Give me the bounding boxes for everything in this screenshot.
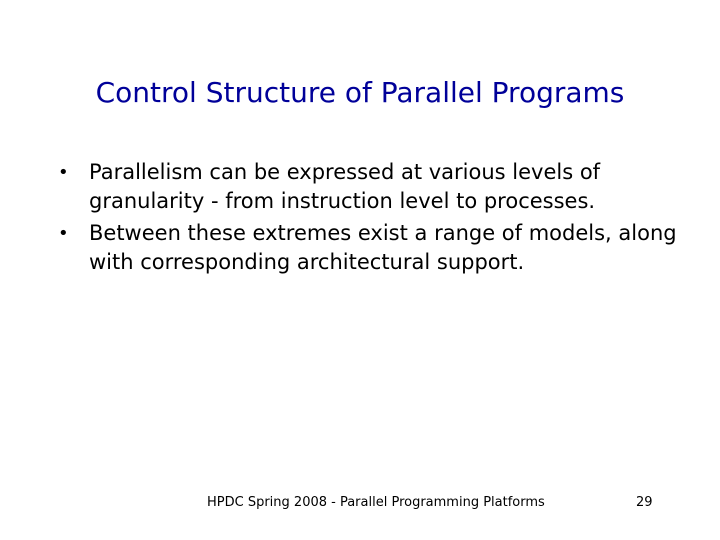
- bullet-marker: •: [58, 162, 69, 183]
- bullet-list: [58, 158, 678, 280]
- footer-text: HPDC Spring 2008 - Parallel Programming Platforms: [207, 495, 545, 510]
- bullet-marker: •: [58, 223, 69, 244]
- bullet-item: [58, 158, 678, 216]
- bullet-item: [58, 219, 678, 277]
- slide-title: Control Structure of Parallel Programs: [95, 76, 625, 109]
- bullet-text: Between these extremes exist a range of models, along with corresponding architectural support.: [89, 221, 677, 274]
- page-number: 29: [636, 495, 653, 510]
- bullet-text: Parallelism can be expressed at various levels of granularity - from instruction level to processes.: [89, 160, 601, 213]
